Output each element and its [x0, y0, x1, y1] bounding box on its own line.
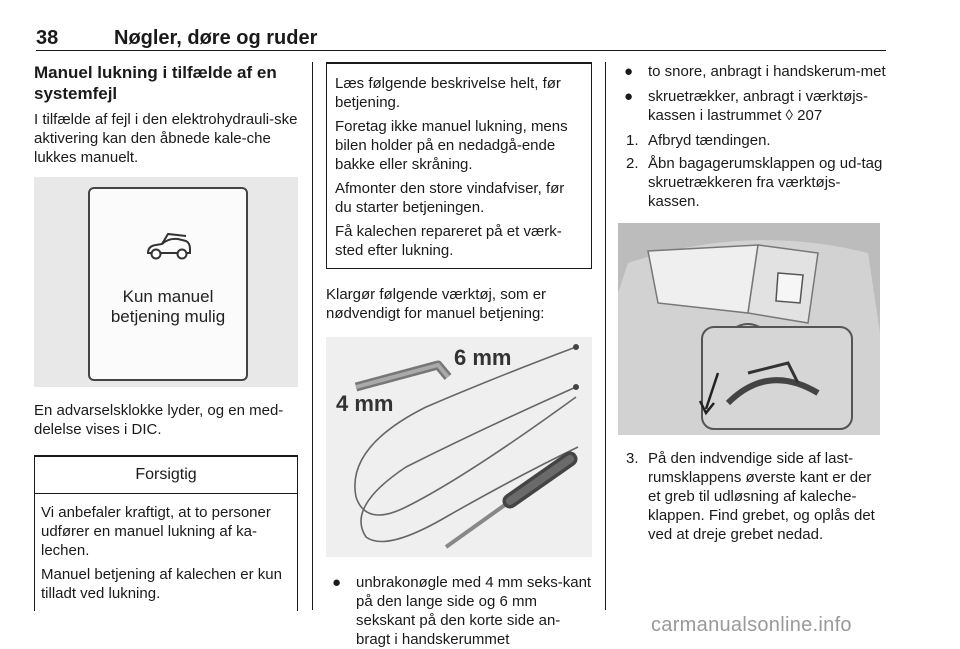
caution-paragraph: Manuel betjening af kalechen er kun tilladt ved lukning. — [41, 566, 282, 602]
bullet-dot: ● — [624, 63, 634, 80]
bullet-dot: ● — [624, 88, 634, 105]
column-divider-1 — [312, 62, 313, 610]
tools-intro-text: Klargør følgende værktøj, som er nødvendigt for manuel betjening: — [326, 286, 547, 322]
list-item — [618, 87, 888, 125]
step-text: Afbryd tændingen. — [648, 132, 771, 149]
step-number: 3. — [626, 450, 639, 467]
notice-paragraph: Afmonter den store vindafviser, før du starter betjeningen. — [335, 180, 565, 216]
caution-box — [34, 455, 298, 611]
notice-paragraph: Læs følgende beskrivelse helt, før betjening. — [335, 75, 561, 111]
label-6mm: 6 mm — [454, 345, 512, 370]
bullet-dot: ● — [332, 574, 342, 591]
trunk-figure — [618, 223, 880, 435]
list-item — [326, 573, 592, 649]
step-item — [618, 131, 888, 150]
convertible-car-icon — [142, 229, 194, 263]
caution-body — [34, 493, 298, 611]
notice-paragraph: Foretag ikke manuel lukning, mens bilen holder på en nedadgå-ende bakke eller skråning. — [335, 118, 568, 173]
notice-box — [326, 62, 592, 269]
column-divider-2 — [605, 62, 606, 610]
page-reference-icon: ◊ — [785, 107, 793, 124]
step-text: På den indvendige side af last-rumsklappens øverste kant er der et greb til udløsning af kaleche-klappen. Find grebet, og oplås det ved at dreje grebet nedad. — [648, 450, 875, 543]
step-text: Åbn bagagerumsklappen og ud-tag skruetrækkeren fra værktøjs-kassen. — [648, 155, 883, 210]
dic-display-panel — [88, 187, 248, 381]
caution-title: Forsigtig — [34, 455, 298, 493]
section-heading: Manuel lukning i tilfælde af en systemfejl — [34, 63, 277, 103]
bullet-text: to snore, anbragt i handskerum-met — [648, 63, 886, 80]
intro-text: I tilfælde af fejl i den elektrohydrauli-ske aktivering kan den åbnede kale-che lukkes manuelt. — [34, 111, 298, 166]
bullet-text: skruetrækker, anbragt i værktøjs-kassen i lastrummet — [648, 88, 869, 124]
notice-paragraph: Få kalechen repareret på et værk-sted efter lukning. — [335, 223, 562, 259]
dic-display-figure — [34, 177, 298, 387]
watermark-text: carmanualsonline.info — [651, 614, 852, 636]
column-1 — [34, 62, 298, 611]
list-item — [618, 62, 888, 81]
display-text-line2: betjening mulig — [110, 307, 226, 326]
page-header — [36, 24, 886, 51]
label-4mm: 4 mm — [336, 391, 394, 416]
chapter-title: Nøgler, døre og ruder — [114, 27, 318, 49]
column-3 — [618, 62, 888, 544]
page-reference-link[interactable]: 207 — [797, 107, 823, 124]
trunk-illustration — [618, 223, 880, 435]
step-number: 2. — [626, 155, 639, 172]
column-2 — [326, 62, 592, 649]
caution-paragraph: Vi anbefaler kraftigt, at to personer udfører en manuel lukning af ka-lechen. — [41, 504, 271, 559]
step-number: 1. — [626, 132, 639, 149]
warning-chime-text: En advarselsklokke lyder, og en med-delelse vises i DIC. — [34, 402, 284, 438]
page-number: 38 — [36, 27, 59, 49]
step-item — [618, 449, 888, 544]
tools-figure — [326, 337, 592, 557]
step-item — [618, 154, 888, 211]
display-text-line1: Kun manuel — [122, 287, 214, 306]
bullet-text: unbrakonøgle med 4 mm seks-kant på den lange side og 6 mm sekskant på den korte side an-bragt i handskerummet — [356, 574, 592, 648]
